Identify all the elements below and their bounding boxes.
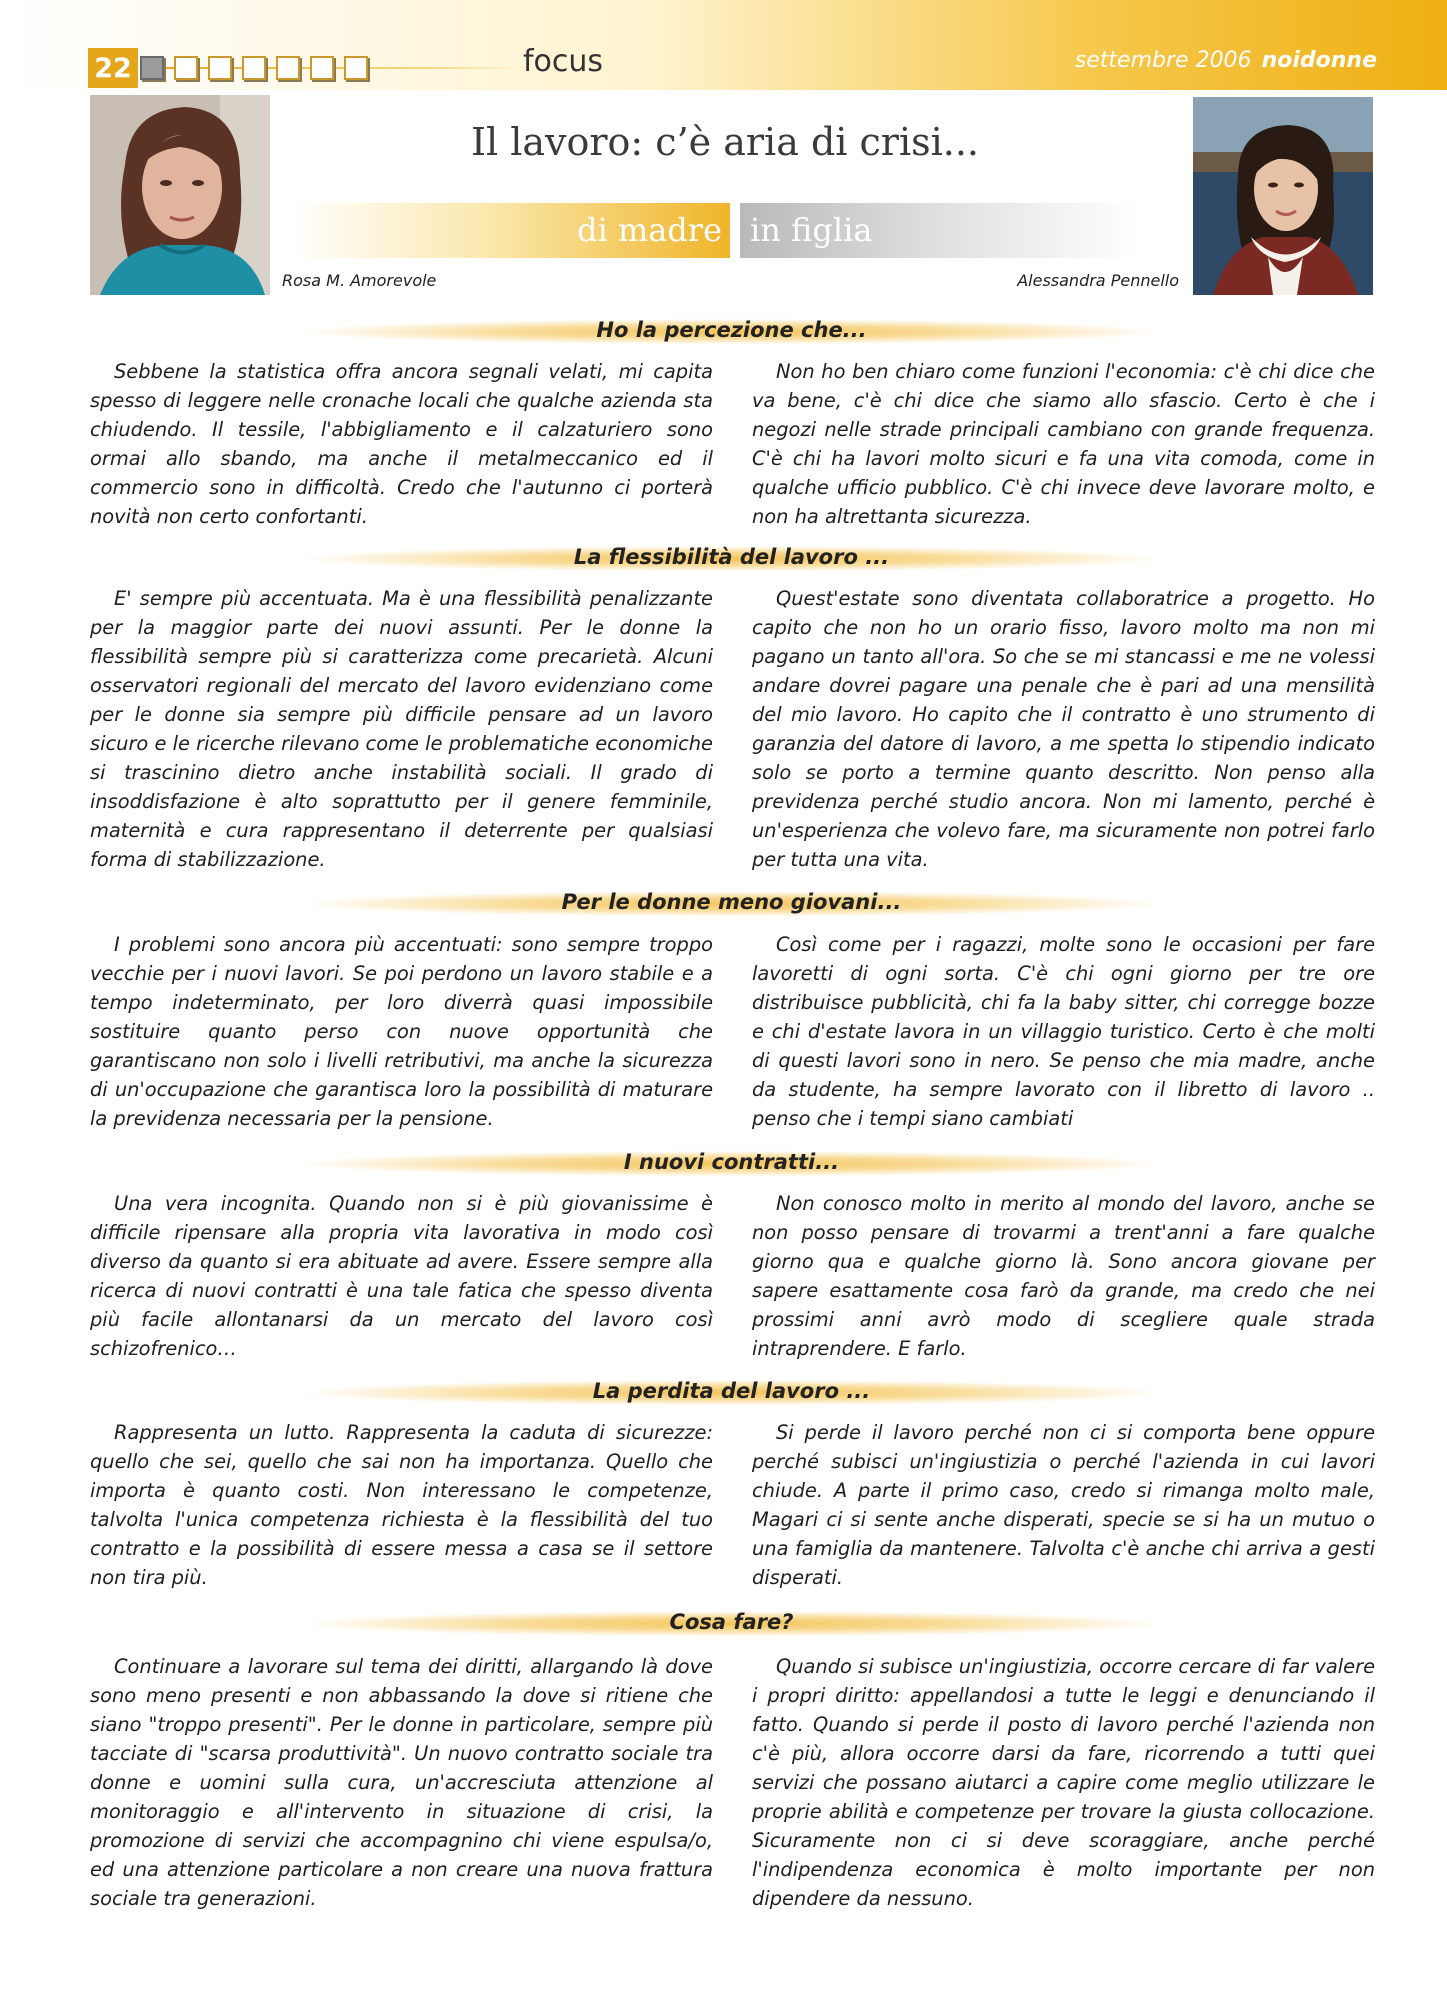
paragraph: Non ho ben chiaro come funzioni l'economia: c'è chi dice che va bene, c'è chi dice che siamo allo sfascio. Certo è che i negozi nelle strade principali cambiano con grande frequenza. C'è chi ha lavori molto sicuri e fa una vita comoda, come in qualche ufficio pubblico. C'è chi invece deve lavorare molto, e non ha altrettanta sicurezza. [752, 360, 1375, 528]
paragraph: Quando si subisce un'ingiustizia, occorre cercare di far valere i propri diritto: appellandosi a tutte le leggi e denunciando il fatto. Quando si perde il posto di lavoro perché l'azienda non c'è più, allora occorre darsi da fare, ricorrendo a tutti quei servizi che possano aiutarci a capire come meglio utilizzare le proprie abilità e competenze per trovare la giusta collocazione. Sicuramente non ci si deve scoraggiare, anche perché l'indipendenza economica è molto importante per non dipendere da nessuno. [752, 1655, 1375, 1910]
indicator-square [344, 56, 368, 80]
author-photo-left [90, 95, 270, 295]
paragraph: Quest'estate sono diventata collaboratrice a progetto. Ho capito che non ho un orario fisso, lavoro molto ma non mi pagano un tanto all'ora. So che se mi stancassi e me ne volessi andare dovrei pagare una penale che è pari ad una mensilità del mio lavoro. Ho capito che il contratto è uno strumento di garanzia del datore di lavoro, a me spetta lo stipendio indicato solo se porto a termine quanto descritto. Non penso alla previdenza perché studio ancora. Non mi lamento, perché è un'esperienza che volevo fare, ma sicuramente non potrei farlo per tutta una vita. [752, 587, 1375, 871]
paragraph: Non conosco molto in merito al mondo del lavoro, anche se non posso pensare di trovarmi a trent'anni a fare qualche giorno qua e qualche giorno là. Sono ancora giovane per sapere esattamente cosa farò da grande, ma credo che nei prossimi anni avrò modo di scegliere quale strada intraprendere. E farlo. [752, 1192, 1375, 1360]
paragraph: Sebbene la statistica offra ancora segnali velati, mi capita spesso di leggere nelle cronache locali che qualche azienda sta chiudendo. Il tessile, l'abbigliamento e il calzaturiero sono ormai allo sbando, ma anche il metalmeccanico ed il commercio sono in difficoltà. Credo che l'autunno ci porterà novità non certo confortanti. [90, 360, 713, 528]
indicator-square [174, 56, 198, 80]
paragraph: Rappresenta un lutto. Rappresenta la caduta di sicurezze: quello che sei, quello che sai non ha importanza. Quello che importa è quanto costi. Non interessano le competenze, talvolta l'unica competenza richiesta è la flessibilità del tuo contratto e la possibilità di essere messa a casa se il settore non tira più. [90, 1421, 713, 1589]
column-mother [90, 357, 713, 531]
indicator-square-active [140, 56, 164, 80]
article-title: Il lavoro: c’è aria di crisi... [470, 120, 979, 164]
section-heading: Ho la percezione che... [90, 313, 1373, 347]
section-heading: La perdita del lavoro ... [90, 1374, 1373, 1408]
author-caption-right: Alessandra Pennello [1017, 271, 1179, 290]
paragraph: Così come per i ragazzi, molte sono le occasioni per fare lavoretti di ogni sorta. C'è chi ogni giorno per tre ore distribuisce pubblicità, chi fa la baby sitter, chi corregge bozze e chi d'estate lavora in un villaggio turistico. Certo è che molti di questi lavori sono in nero. Se penso che mia madre, anche da studente, ha sempre lavorato con il libretto di lavoro .. penso che i tempi siano cambiati [752, 933, 1375, 1130]
column-daughter [752, 1418, 1375, 1592]
subtitle-right: in figlia [750, 211, 873, 249]
paragraph: Continuare a lavorare sul tema dei diritti, allargando là dove sono meno presenti e non abbassando la dove si ritiene che siano "troppo presenti". Per le donne in particolare, sempre più tacciate di "scarsa produttività". Un nuovo contratto sociale tra donne e uomini sulla cura, un'accresciuta attenzione al monitoraggio e all'intervento in situazione di crisi, la promozione di servizi che accompagnino chi viene espulsa/o, ed una attenzione particolare a non creare una nuova frattura sociale tra generazioni. [90, 1655, 713, 1910]
column-mother [90, 1418, 713, 1592]
column-daughter [752, 930, 1375, 1133]
column-daughter [752, 584, 1375, 874]
paragraph: Una vera incognita. Quando non si è più giovanissime è difficile ripensare alla propria vita lavorativa in modo così diverso da quanto si era abituate ad avere. Essere sempre alla ricerca di nuovi contratti è una tale fatica che spesso diventa più facile allontanarsi da un mercato del lavoro così schizofrenico… [90, 1192, 713, 1360]
indicator-square [310, 56, 334, 80]
section-label: focus [523, 44, 604, 79]
section-heading: La flessibilità del lavoro ... [90, 540, 1373, 574]
paragraph: E' sempre più accentuata. Ma è una flessibilità penalizzante per la maggior parte dei nuovi assunti. Per le donne la flessibilità sempre più si caratterizza come precarietà. Alcuni osservatori regionali del mercato del lavoro evidenziano come per le donne sia sempre più difficile pensare ad un lavoro sicuro e le ricerche rilevano come le problematiche economiche si trascinino dietro anche instabilità sociali. Il grado di insoddisfazione è alto soprattutto per il genere femminile, maternità e cura rappresentano il deterrente per qualsiasi forma di stabilizzazione. [90, 587, 713, 871]
indicator-square [276, 56, 300, 80]
section-heading: Cosa fare? [90, 1605, 1373, 1639]
column-mother [90, 930, 713, 1133]
indicator-square [242, 56, 266, 80]
column-daughter [752, 1652, 1375, 1913]
issue-info [1075, 48, 1377, 73]
subtitle-left: di madre [576, 211, 722, 249]
author-caption-left: Rosa M. Amorevole [282, 271, 437, 290]
column-daughter [752, 1189, 1375, 1363]
section-heading: Per le donne meno giovani... [90, 885, 1373, 919]
section-heading: I nuovi contratti... [90, 1145, 1373, 1179]
column-mother [90, 584, 713, 874]
magazine-name: noidonne [1261, 48, 1377, 73]
indicator-square [208, 56, 232, 80]
paragraph: Si perde il lavoro perché non ci si comporta bene oppure perché subisci un'ingiustizia o perché l'azienda in cui lavori chiude. A parte il primo caso, credo si rimanga molto male, Magari ci si sente anche disperati, specie se si ha un mutuo o una famiglia da mantenere. Talvolta c'è anche chi arriva a gesti disperati. [752, 1421, 1375, 1589]
column-mother [90, 1652, 713, 1913]
author-photo-right [1193, 97, 1373, 295]
page-number: 22 [88, 48, 138, 88]
issue-date: settembre 2006 [1074, 48, 1252, 73]
paragraph: I problemi sono ancora più accentuati: sono sempre troppo vecchie per i nuovi lavori. Se poi perdono un lavoro stabile e a tempo indeterminato, per loro diverrà quasi impossibile sostituire quanto perso con nuove opportunità che garantiscano non solo i livelli retributivi, ma anche la sicurezza di un'occupazione che garantisca loro la possibilità di maturare la previdenza necessaria per la pensione. [90, 933, 713, 1130]
column-mother [90, 1189, 713, 1363]
section-indicator [140, 52, 378, 84]
column-daughter [752, 357, 1375, 531]
